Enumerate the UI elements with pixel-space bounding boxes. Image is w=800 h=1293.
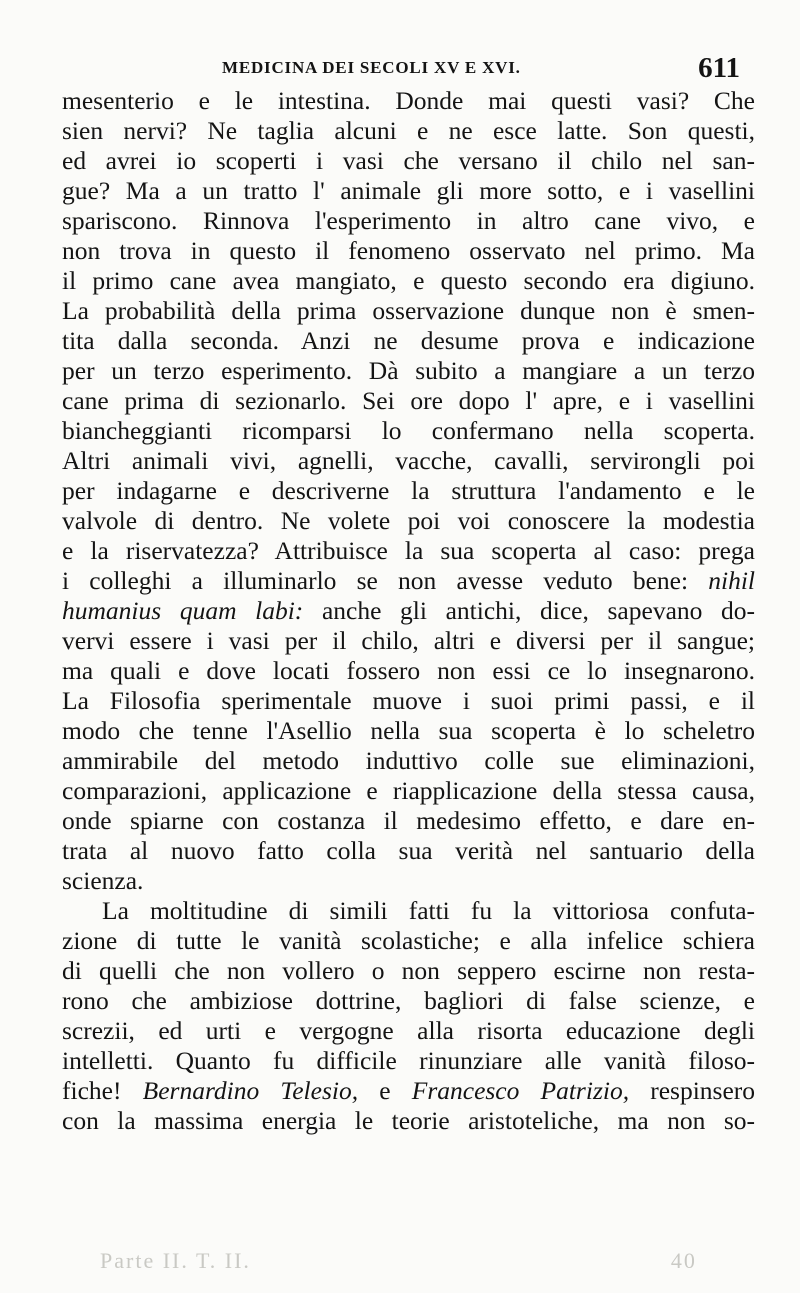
text-line: [62, 626, 755, 656]
text-segment: con la massima energia le teorie aristoteliche, ma non so-: [62, 1106, 755, 1135]
text-segment: La moltitudine di simili fatti fu la vittoriosa confuta-: [102, 896, 755, 925]
text-line: [62, 986, 755, 1016]
text-line: [62, 686, 755, 716]
text-segment: cane prima di sezionarlo. Sei ore dopo l' apre, e i vasellini: [62, 386, 755, 415]
text-line: [62, 146, 755, 176]
signature-number: 40: [670, 1248, 697, 1273]
text-segment: il primo cane avea mangiato, e questo secondo era digiuno.: [62, 266, 755, 295]
text-line: [62, 236, 755, 266]
text-segment: ed avrei io scoperti i vasi che versano il chilo nel san-: [62, 146, 755, 175]
text-line: [62, 446, 755, 476]
text-line: [62, 476, 755, 506]
italic-segment: Francesco Patrizio,: [411, 1076, 630, 1105]
text-line: [62, 926, 755, 956]
text-segment: La Filosofia sperimentale muove i suoi primi passi, e il: [62, 686, 755, 715]
signature-mark: Parte II. T. II.: [100, 1248, 251, 1273]
text-line: [62, 836, 755, 866]
text-segment: respinsero: [650, 1076, 756, 1105]
text-line: [62, 536, 755, 566]
text-segment: e: [379, 1076, 391, 1105]
italic-segment: humanius quam labi:: [62, 596, 304, 625]
running-title: MEDICINA DEI SECOLI XV E XVI.: [222, 58, 521, 77]
show-through-signature: [60, 1248, 760, 1274]
text-line: [62, 86, 755, 116]
text-segment: zione di tutte le vanità scolastiche; e alla infelice schiera: [62, 926, 755, 955]
text-segment: comparazioni, applicazione e riapplicazione della stessa causa,: [62, 776, 755, 805]
text-segment: La probabilità della prima osservazione dunque non è smen-: [62, 296, 755, 325]
text-segment: mesenterio e le intestina. Donde mai questi vasi? Che: [62, 86, 755, 115]
text-segment: gue? Ma a un tratto l' animale gli more sotto, e i vasellini: [62, 176, 755, 205]
text-segment: onde spiarne con costanza il medesimo effetto, e dare en-: [62, 806, 755, 835]
text-line: [62, 206, 755, 236]
text-line: [62, 1046, 755, 1076]
text-segment: i colleghi a illuminarlo se non avesse veduto bene:: [62, 566, 689, 595]
text-segment: screzii, ed urti e vergogne alla risorta educazione degli: [62, 1016, 755, 1045]
text-line: [62, 1016, 755, 1046]
text-line: [62, 326, 755, 356]
text-segment: trata al nuovo fatto colla sua verità nel santuario della: [62, 836, 755, 865]
italic-segment: Bernardino Telesio,: [142, 1076, 359, 1105]
text-line: [62, 776, 755, 806]
text-segment: modo che tenne l'Asellio nella sua scoperta è lo scheletro: [62, 716, 755, 745]
text-segment: Altri animali vivi, agnelli, vacche, cavalli, servirongli poi: [62, 446, 755, 475]
text-line: [62, 596, 755, 626]
text-segment: ma quali e dove locati fossero non essi ce lo insegnarono.: [62, 656, 755, 685]
text-line: [62, 416, 755, 446]
text-segment: di quelli che non vollero o non seppero escirne non resta-: [62, 956, 755, 985]
text-line: [62, 716, 755, 746]
text-segment: ammirabile del metodo induttivo colle sue eliminazioni,: [62, 746, 755, 775]
text-segment: per un terzo esperimento. Dà subito a mangiare a un terzo: [62, 356, 755, 385]
text-line: [62, 506, 755, 536]
text-segment: fiche!: [62, 1076, 122, 1105]
text-segment: vervi essere i vasi per il chilo, altri e diversi per il sangue;: [62, 626, 755, 655]
text-line: [62, 176, 755, 206]
text-line: [62, 746, 755, 776]
text-line: [62, 806, 755, 836]
text-line: [62, 1076, 755, 1106]
text-line: [62, 896, 755, 926]
text-segment: per indagarne e descriverne la struttura l'andamento e le: [62, 476, 755, 505]
text-segment: intelletti. Quanto fu difficile rinunziare alle vanità filoso-: [62, 1046, 755, 1075]
italic-segment: nihil: [708, 566, 756, 595]
text-segment: rono che ambiziose dottrine, bagliori di false scienze, e: [62, 986, 755, 1015]
text-segment: non trova in questo il fenomeno osservato nel primo. Ma: [62, 236, 755, 265]
text-line: [62, 356, 755, 386]
text-segment: biancheggianti ricomparsi lo confermano nella scoperta.: [62, 416, 755, 445]
body-text: [62, 86, 755, 1136]
text-line: [62, 656, 755, 686]
text-segment: anche gli antichi, dice, sapevano do-: [321, 596, 756, 625]
text-line: [62, 566, 755, 596]
text-segment: tita dalla seconda. Anzi ne desume prova e indicazione: [62, 326, 755, 355]
text-line: [62, 866, 755, 896]
text-segment: e la riservatezza? Attribuisce la sua scoperta al caso: prega: [62, 536, 755, 565]
text-line: [62, 116, 755, 146]
page-number: 611: [698, 52, 740, 84]
text-line: [62, 296, 755, 326]
text-line: [62, 1106, 755, 1136]
text-segment: sien nervi? Ne taglia alcuni e ne esce latte. Son questi,: [62, 116, 755, 145]
text-line: [62, 386, 755, 416]
text-line: [62, 266, 755, 296]
text-line: [62, 956, 755, 986]
text-segment: valvole di dentro. Ne volete poi voi conoscere la modestia: [62, 506, 755, 535]
text-segment: spariscono. Rinnova l'esperimento in altro cane vivo, e: [62, 206, 755, 235]
text-segment: scienza.: [62, 866, 144, 895]
